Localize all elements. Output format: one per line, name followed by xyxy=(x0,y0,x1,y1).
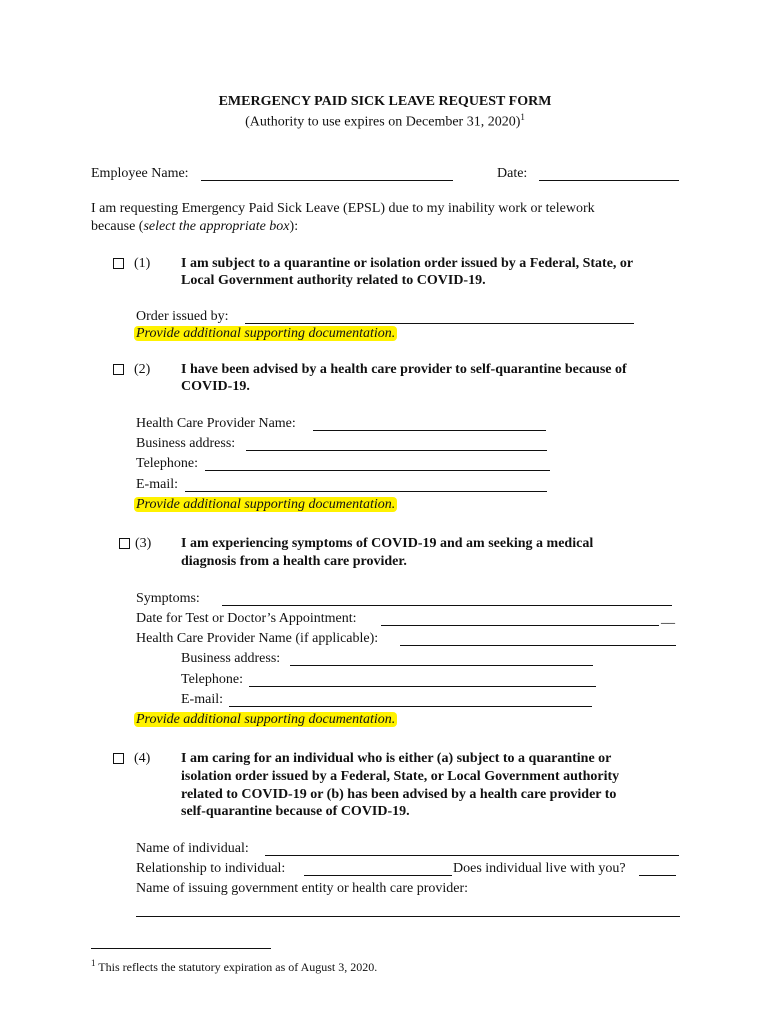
individual-name-label: Name of individual: xyxy=(136,841,249,856)
email-field[interactable] xyxy=(229,691,592,707)
option-2-supporting-doc-note xyxy=(134,497,397,513)
provider-name-label: Health Care Provider Name (if applicable): xyxy=(136,631,379,646)
intro-prefix: because ( xyxy=(91,219,144,234)
form-title: EMERGENCY PAID SICK LEAVE REQUEST FORM xyxy=(218,94,552,109)
option-2-heading-line-1: I have been advised by a health care provider to self-quarantine because of xyxy=(181,362,627,377)
option-3-heading-line-1: I am experiencing symptoms of COVID-19 and am seeking a medical xyxy=(181,536,594,551)
option-1-number: (1) xyxy=(134,256,151,271)
option-3-checkbox[interactable] xyxy=(119,538,130,549)
business-address-label: Business address: xyxy=(136,436,236,451)
option-1-heading-line-1: I am subject to a quarantine or isolation order issued by a Federal, State, or xyxy=(181,256,634,271)
employee-name-label: Employee Name: xyxy=(91,166,189,181)
date-label: Date: xyxy=(497,166,528,181)
option-4-heading-line-1: I am caring for an individual who is either (a) subject to a quarantine or xyxy=(181,751,612,766)
email-label: E-mail: xyxy=(136,477,178,492)
order-issued-by-field[interactable] xyxy=(245,308,634,324)
lives-with-you-label: Does individual live with you? xyxy=(453,861,626,876)
footnote-mark: 1 xyxy=(91,958,96,968)
option-4-heading-line-2: isolation order issued by a Federal, State, or Local Government authority xyxy=(181,769,620,784)
symptoms-field[interactable] xyxy=(222,590,672,606)
appointment-date-trail: __ xyxy=(661,611,675,626)
subtitle-text: (Authority to use expires on December 31, 2020) xyxy=(245,114,521,130)
option-1-checkbox[interactable] xyxy=(113,258,124,269)
option-1-heading-line-2: Local Government authority related to COVID-19. xyxy=(181,273,486,288)
business-address-label: Business address: xyxy=(181,651,281,666)
symptoms-label: Symptoms: xyxy=(136,591,200,606)
highlight-text: Provide additional supporting documentation. xyxy=(136,712,396,727)
intro-italic: select the appropriate box xyxy=(143,219,290,234)
appointment-date-label: Date for Test or Doctor’s Appointment: xyxy=(136,611,357,626)
footnote-divider xyxy=(91,948,271,949)
option-1-supporting-doc-note xyxy=(134,326,397,342)
order-issued-by-label: Order issued by: xyxy=(136,309,229,324)
option-2-number: (2) xyxy=(134,362,151,377)
telephone-label: Telephone: xyxy=(136,456,198,471)
highlight-text: Provide additional supporting documentation. xyxy=(136,497,396,512)
highlight-text: Provide additional supporting documentation. xyxy=(136,326,396,341)
footnote-text: This reflects the statutory expiration as of August 3, 2020. xyxy=(98,960,378,974)
intro-suffix: ): xyxy=(289,219,299,234)
issuing-entity-field[interactable] xyxy=(136,901,680,917)
business-address-field[interactable] xyxy=(290,650,593,666)
lives-with-you-field[interactable] xyxy=(639,860,676,876)
option-4-checkbox[interactable] xyxy=(113,753,124,764)
option-3-number: (3) xyxy=(135,536,152,551)
telephone-field[interactable] xyxy=(249,671,596,687)
provider-name-label: Health Care Provider Name: xyxy=(136,416,296,431)
employee-name-field[interactable] xyxy=(201,165,453,181)
appointment-date-field[interactable] xyxy=(381,610,659,626)
option-3-heading-line-2: diagnosis from a health care provider. xyxy=(181,554,407,569)
email-field[interactable] xyxy=(185,476,547,492)
option-3-supporting-doc-note xyxy=(134,712,397,728)
provider-name-field[interactable] xyxy=(400,630,676,646)
option-4-heading-line-3: related to COVID-19 or (b) has been advised by a health care provider to xyxy=(181,787,617,802)
option-2-heading-line-2: COVID-19. xyxy=(181,379,250,394)
date-field[interactable] xyxy=(539,165,679,181)
option-4-heading-line-4: self-quarantine because of COVID-19. xyxy=(181,804,410,819)
relationship-field[interactable] xyxy=(304,860,452,876)
business-address-field[interactable] xyxy=(246,435,547,451)
telephone-label: Telephone: xyxy=(181,672,243,687)
employee-name-row xyxy=(91,166,189,182)
footnote-reference: 1 xyxy=(520,112,525,122)
intro-line-2 xyxy=(91,219,298,235)
email-label: E-mail: xyxy=(181,692,223,707)
provider-name-field[interactable] xyxy=(313,415,546,431)
option-4-number: (4) xyxy=(134,751,151,766)
telephone-field[interactable] xyxy=(205,455,550,471)
footnote xyxy=(91,958,377,975)
individual-name-field[interactable] xyxy=(265,840,679,856)
form-subtitle xyxy=(0,112,770,131)
relationship-label: Relationship to individual: xyxy=(136,861,286,876)
option-2-checkbox[interactable] xyxy=(113,364,124,375)
intro-line-1: I am requesting Emergency Paid Sick Leave (EPSL) due to my inability work or telework xyxy=(91,201,595,216)
issuing-entity-label: Name of issuing government entity or health care provider: xyxy=(136,881,469,896)
